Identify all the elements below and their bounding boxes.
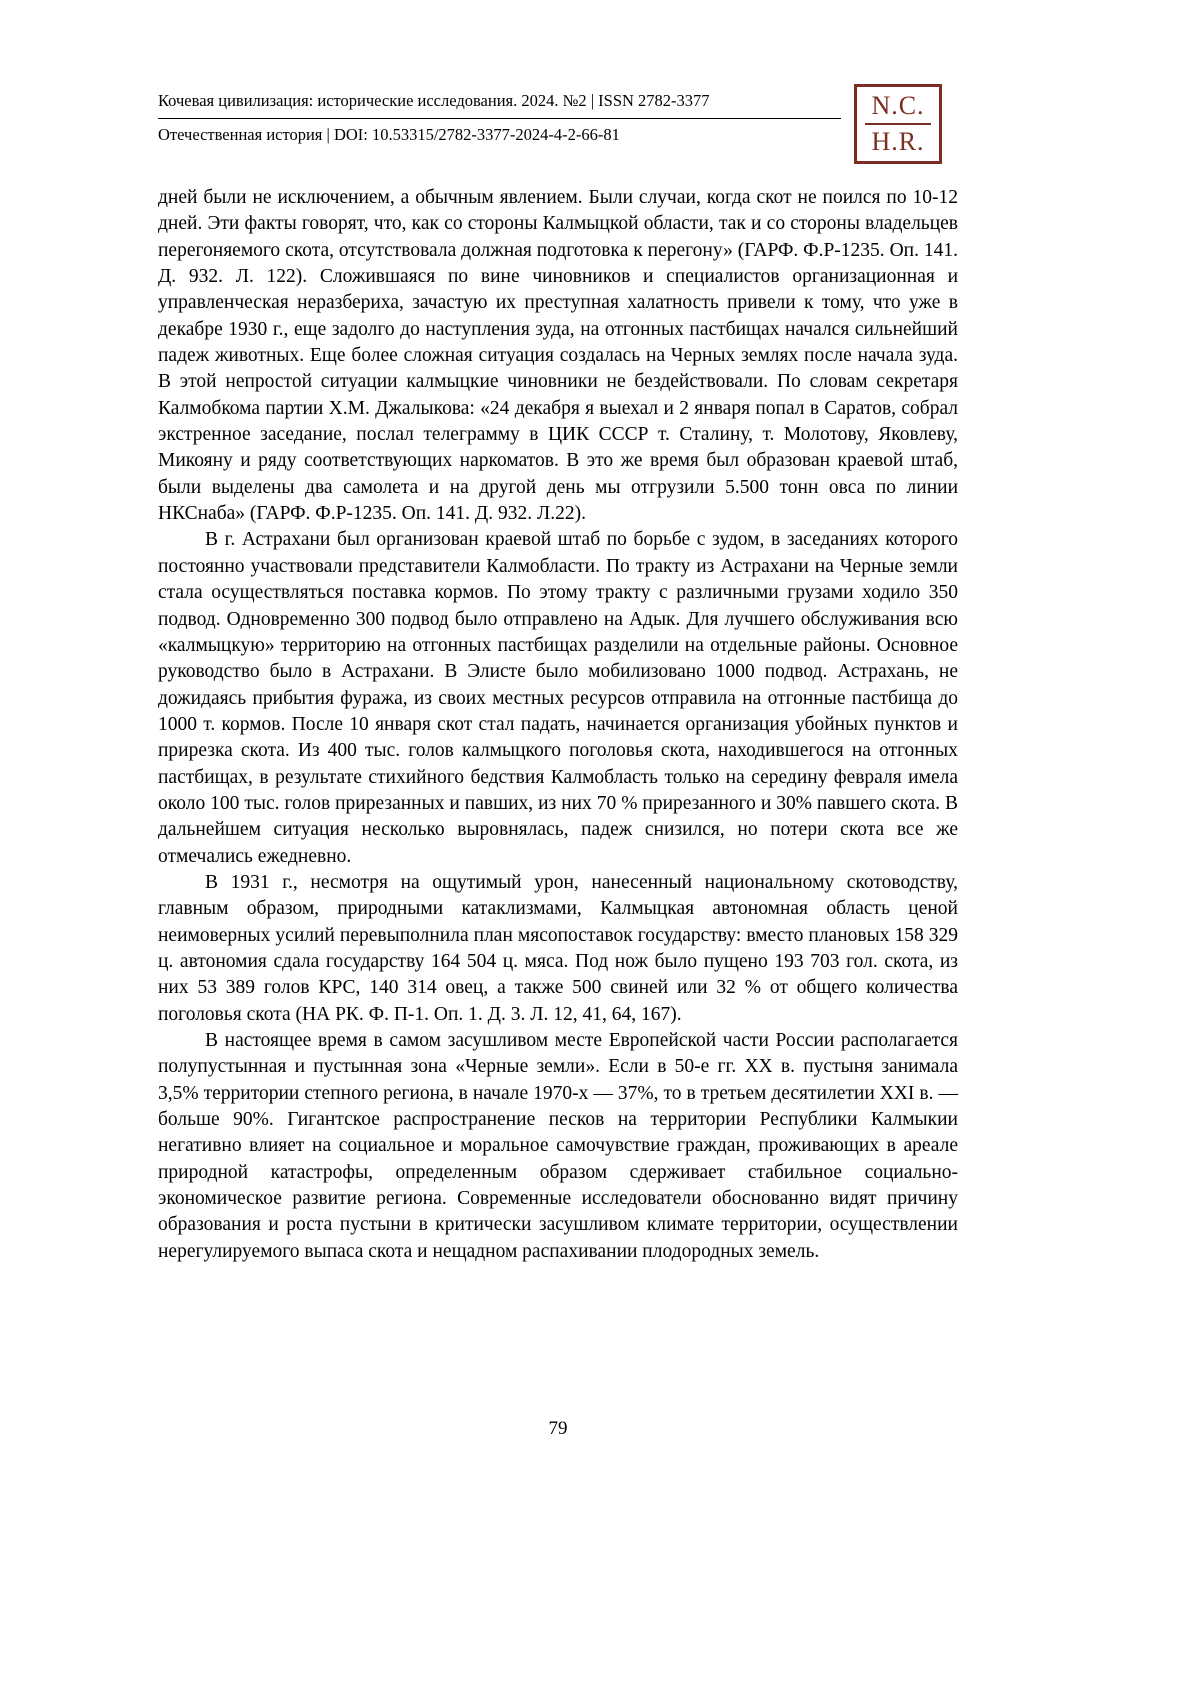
body-paragraph: В настоящее время в самом засушливом месте Европейской части России располагается полупустынная и пустынная зона «Черные земли». Если в 50-е гг. XX в. пустыня занимала 3,5% территории степного региона, в начале 1970-х — 37%, то в третьем десятилетии XXI в. — больше 90%. Гигантское распространение песков на территории Республики Калмыкии негативно влияет на социальное и моральное самочувствие граждан, проживающих в ареале природной катастрофы, определенным образом сдерживает стабильное социально-экономическое развитие региона. Современные исследователи обоснованно видят причину образования и роста пустыни в критически засушливом климате территории, осуществлении нерегулируемого выпаса скота и нещадном распахивании плодородных земель.: [158, 1030, 958, 1262]
body-paragraph: дней были не исключением, а обычным явлением. Были случаи, когда скот не поился по 10-12 дней. Эти факты говорят, что, как со стороны Калмыцкой области, так и со стороны владельцев перегоняемого скота, отсутствовала должная подготовка к перегону» (ГАРФ. Ф.Р-1235. Оп. 141. Д. 932. Л. 122). Сложившаяся по вине чиновников и специалистов организационная и управленческая неразбериха, зачастую их преступная халатность привели к тому, что уже в декабре 1930 г., еще задолго до наступления зуда, на отгонных пастбищах начался сильнейший падеж животных. Еще более сложная ситуация создалась на Черных землях после начала зуда. В этой непростой ситуации калмыцкие чиновники не бездействовали. По словам секретаря Калмобкома партии Х.М. Джалыкова: «24 декабря я выехал и 2 января попал в Саратов, собрал экстренное заседание, послал телеграмму в ЦИК СССР т. Сталину, т. Молотову, Яковлеву, Микояну и ряду соответствующих наркоматов. В это же время был образован краевой штаб, были выделены два самолета и на другой день мы отгрузили 5.500 тонн овса по линии НКСнаба» (ГАРФ. Ф.Р-1235. Оп. 141. Д. 932. Л.22).: [158, 187, 958, 525]
page-number: 79: [548, 1418, 568, 1439]
body-paragraph: В г. Астрахани был организован краевой штаб по борьбе с зудом, в заседаниях которого постоянно участвовали представители Калмобласти. По тракту из Астрахани на Черные земли стала осуществляться поставка кормов. По этому тракту с различными грузами ходило 350 подвод. Одновременно 300 подвод было отправлено на Адык. Для лучшего обслуживания всю «калмыцкую» территорию на отгонных пастбищах разделили на отдельные районы. Основное руководство было в Астрахани. В Элисте было мобилизовано 1000 подвод. Астрахань, не дожидаясь прибытия фуража, из своих местных ресурсов отправила на отгонные пастбища до 1000 т. кормов. После 10 января скот стал падать, начинается организация убойных пунктов и прирезка скота. Из 400 тыс. голов калмыцкого поголовья скота, находившегося на отгонных пастбищах, в результате стихийного бедствия Калмобласть только на середину февраля имела около 100 тыс. голов прирезанных и павших, из них 70 % прирезанного и 30% павшего скота. В дальнейшем ситуация несколько выровнялась, падеж снизился, но потери скота все же отмечались ежедневно.: [158, 529, 958, 867]
article-body: [158, 185, 958, 1265]
journal-logo: [854, 84, 942, 164]
logo-text-bottom: H.R.: [871, 127, 925, 156]
logo-text-top: N.C.: [871, 91, 925, 120]
page-header: [158, 90, 958, 156]
section-and-doi: Отечественная история | DOI: 10.53315/2782-3377-2024-4-2-66-81: [158, 125, 620, 144]
journal-title: Кочевая цивилизация: исторические исследования. 2024. №2 | ISSN 2782-3377: [158, 90, 841, 119]
body-paragraph: В 1931 г., несмотря на ощутимый урон, нанесенный национальному скотоводству, главным образом, природными катаклизмами, Калмыцкая автономная область ценой неимоверных усилий перевыполнила план мясопоставок государству: вместо плановых 158 329 ц. автономия сдала государству 164 504 ц. мяса. Под нож было пущено 193 703 гол. скота, из них 53 389 голов КРС, 140 314 овец, а также 500 свиней или 32 % от общего количества поголовья скота (НА РК. Ф. П-1. Оп. 1. Д. 3. Л. 12, 41, 64, 167).: [158, 871, 958, 1025]
header-text-block: [158, 90, 841, 146]
logo-divider: [865, 123, 931, 125]
